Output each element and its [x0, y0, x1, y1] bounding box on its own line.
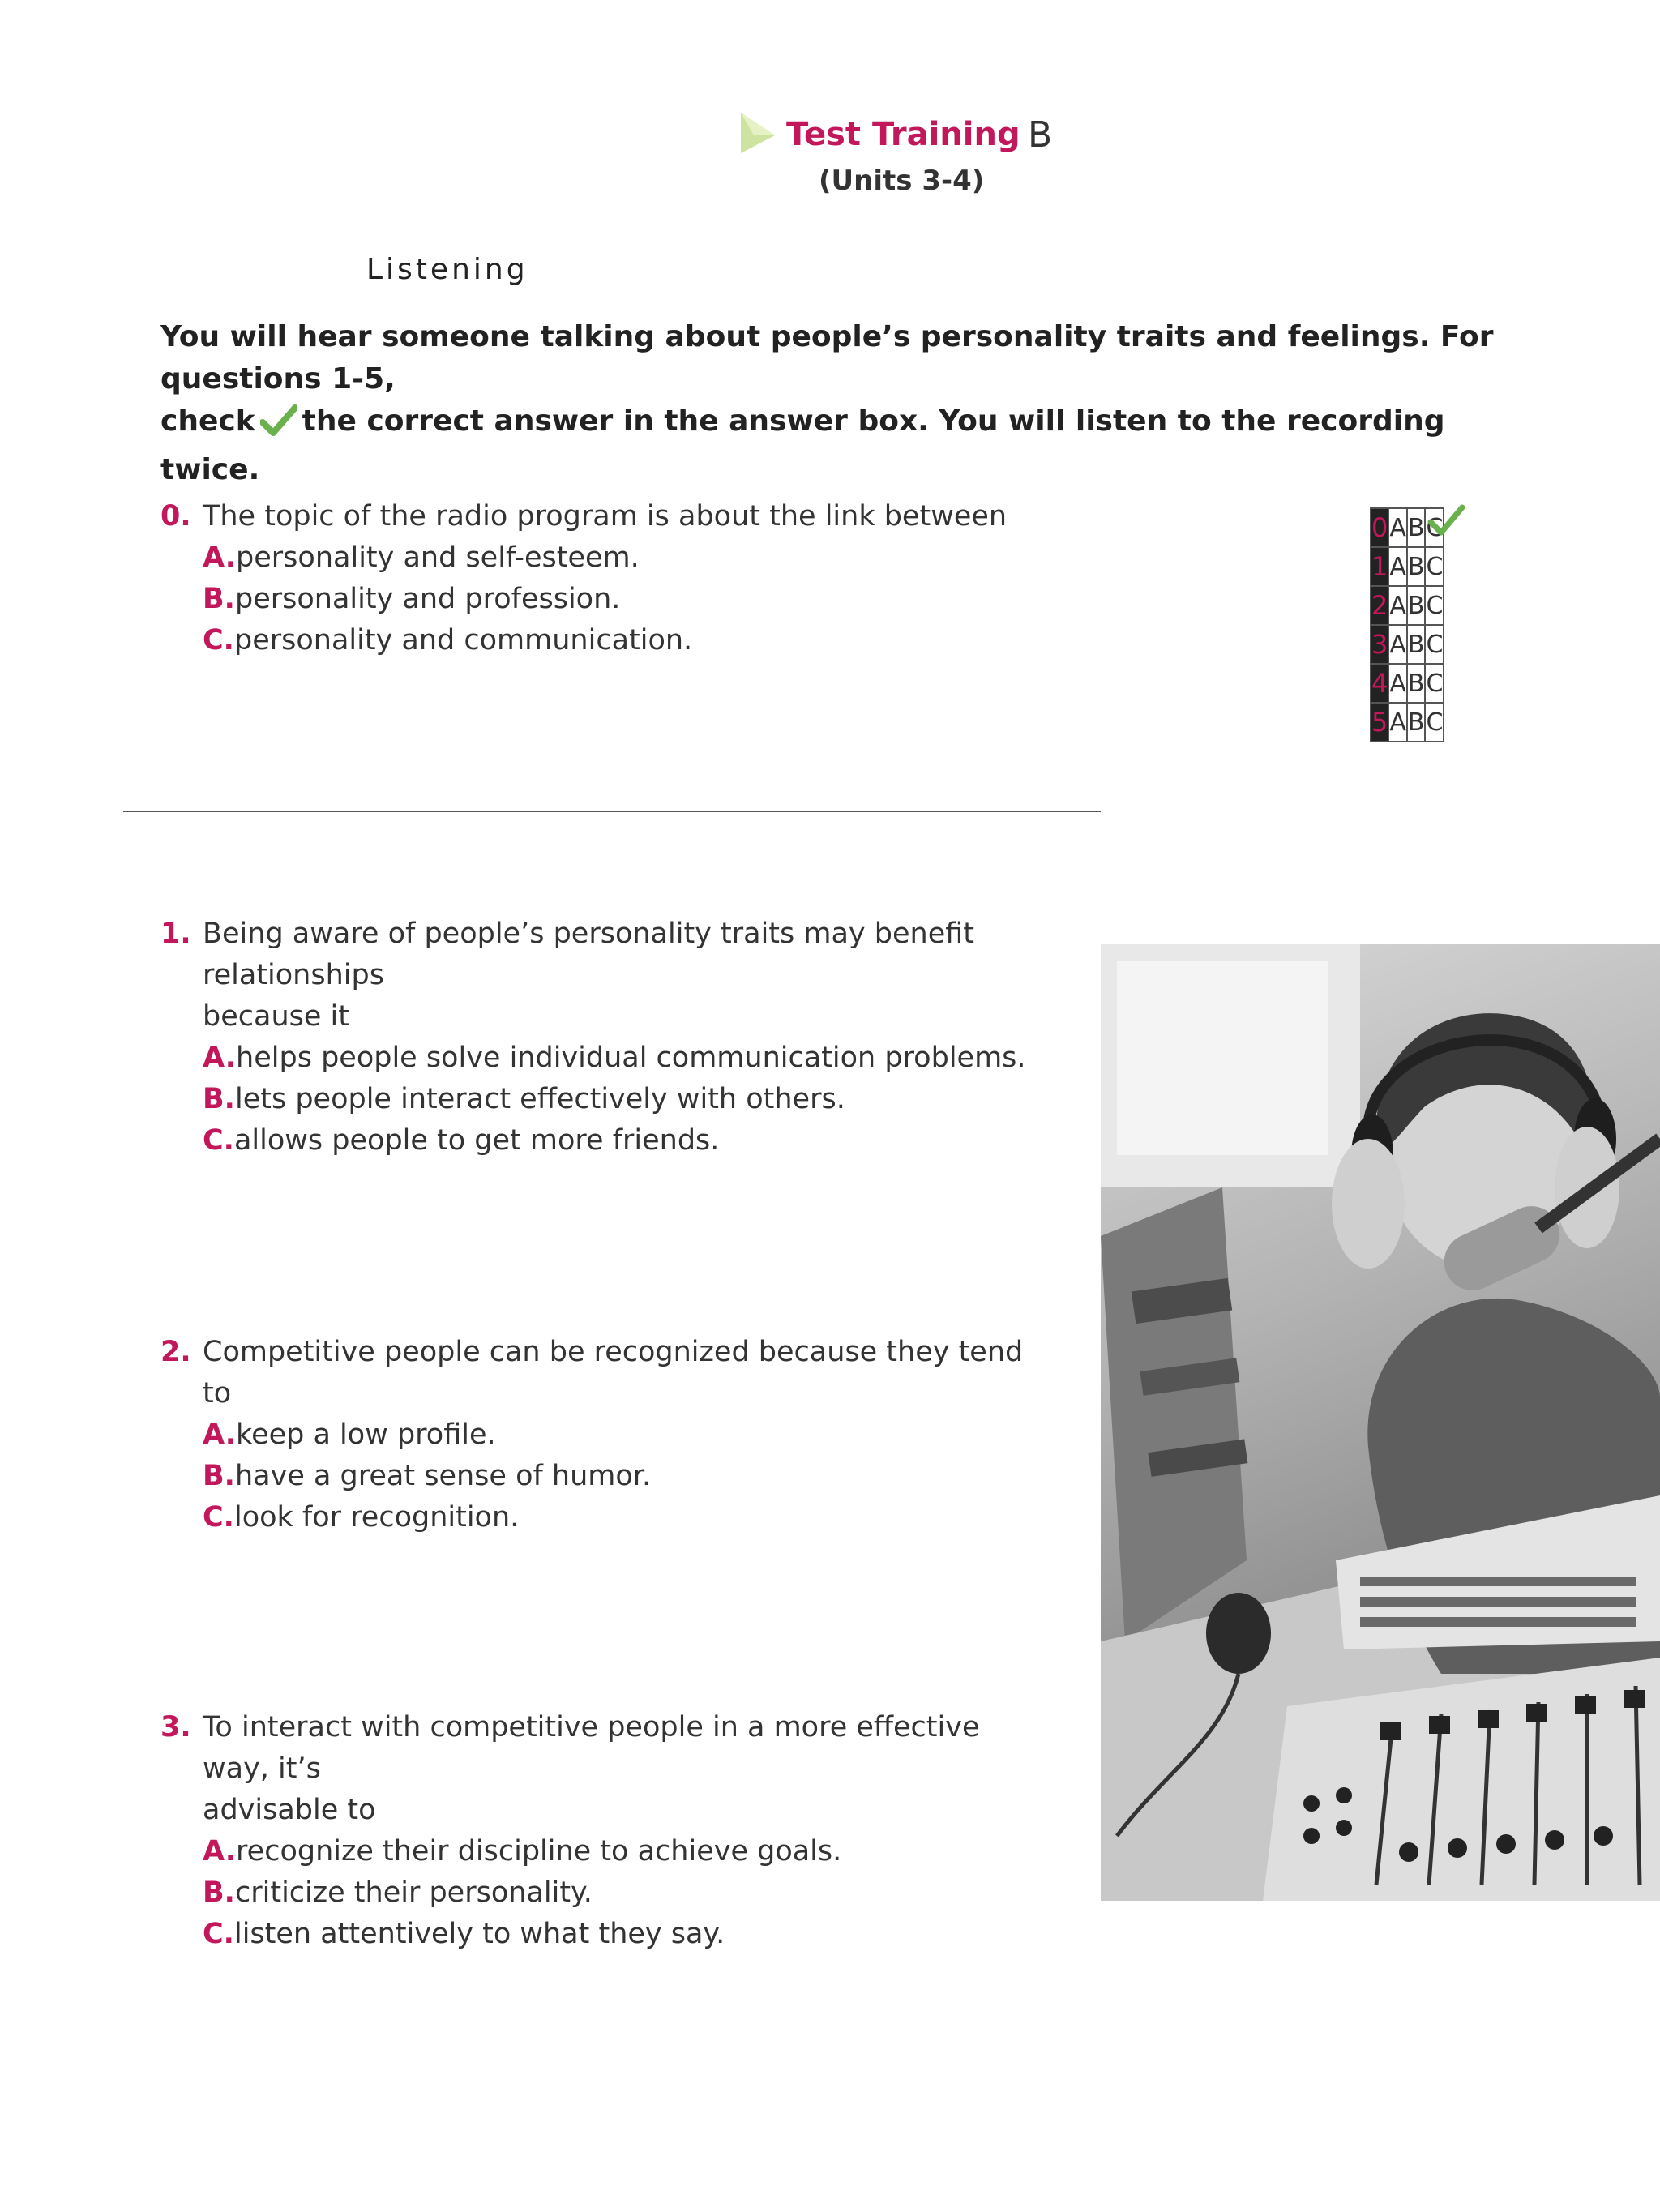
option-b: B.personality and profession.	[203, 583, 621, 615]
question-2	[160, 1332, 1052, 1538]
choice-a[interactable]: A	[1388, 625, 1407, 664]
answer-grid	[1370, 507, 1444, 742]
question-stem: To interact with competitive people in a more effective way, it’s	[203, 1711, 980, 1785]
choice-b[interactable]: B	[1407, 508, 1426, 547]
choice-c[interactable]: C	[1425, 703, 1444, 742]
option-a: A.personality and self-esteem.	[203, 541, 640, 574]
answer-row: 1 A B C	[1371, 547, 1444, 586]
choice-b[interactable]: B	[1407, 625, 1426, 664]
option-b: B.criticize their personality.	[203, 1876, 593, 1909]
choice-a[interactable]: A	[1388, 703, 1407, 742]
question-number: 2.	[160, 1336, 191, 1368]
choice-c[interactable]: C	[1425, 664, 1444, 703]
option-a: A.recognize their discipline to achieve goals.	[203, 1835, 842, 1868]
choice-a[interactable]: A	[1388, 508, 1407, 547]
question-1	[160, 913, 1052, 1162]
choice-c[interactable]: C	[1425, 547, 1444, 586]
test-letter: B	[1028, 114, 1053, 156]
answer-row: 3 A B C	[1371, 625, 1444, 664]
question-stem: The topic of the radio program is about the link between	[203, 500, 1008, 533]
question-stem: Being aware of people’s personality traits may benefit relationships	[203, 918, 974, 991]
photo-illustration	[1101, 944, 1660, 1901]
answer-row: 2 A B C	[1371, 586, 1444, 625]
answer-row: 4 A B C	[1371, 664, 1444, 703]
triangle-icon	[738, 111, 777, 155]
answer-row: 0 A B C	[1371, 508, 1444, 547]
question-0	[160, 496, 1052, 661]
question-3	[160, 1707, 1052, 1955]
radio-presenter-photo	[1101, 944, 1660, 1901]
page-header	[738, 109, 1078, 207]
option-a: A.keep a low profile.	[203, 1418, 496, 1451]
checkmark-icon	[1427, 503, 1465, 538]
choice-a[interactable]: A	[1388, 586, 1407, 625]
option-c: C.listen attentively to what they say.	[203, 1918, 725, 1950]
option-c: C.look for recognition.	[203, 1501, 520, 1534]
choice-a[interactable]: A	[1388, 547, 1407, 586]
question-number: 0.	[160, 500, 191, 533]
answer-row: 5 A B C	[1371, 703, 1444, 742]
section-divider	[123, 811, 1101, 812]
choice-c[interactable]: C	[1425, 625, 1444, 664]
choice-c[interactable]: C	[1425, 586, 1444, 625]
instructions-line-2: check the correct answer in the answer box. You will listen to the recording twice.	[160, 404, 1445, 486]
page-title: Test Training	[786, 116, 1020, 153]
choice-b[interactable]: B	[1407, 703, 1426, 742]
question-stem-cont: advisable to	[203, 1794, 376, 1826]
choice-b[interactable]: B	[1407, 664, 1426, 703]
section-heading: Listening	[366, 253, 528, 286]
instructions	[160, 316, 1538, 491]
choice-b[interactable]: B	[1407, 586, 1426, 625]
choice-c[interactable]: C	[1425, 508, 1444, 547]
choice-a[interactable]: A	[1388, 664, 1407, 703]
instructions-line-1: You will hear someone talking about people’s personality traits and feelings. For questions 1-5,	[160, 320, 1494, 396]
choice-b[interactable]: B	[1407, 547, 1426, 586]
option-b: B.lets people interact effectively with others.	[203, 1083, 845, 1115]
checkmark-icon	[260, 404, 297, 449]
option-c: C.personality and communication.	[203, 624, 693, 657]
question-stem: Competitive people can be recognized because they tend to	[203, 1336, 1024, 1410]
option-a: A.helps people solve individual communication problems.	[203, 1042, 1026, 1074]
units-label: (Units 3-4)	[819, 165, 985, 197]
option-b: B.have a great sense of humor.	[203, 1460, 652, 1492]
option-c: C.allows people to get more friends.	[203, 1124, 720, 1157]
question-stem-cont: because it	[203, 1000, 349, 1033]
question-number: 1.	[160, 918, 191, 950]
question-number: 3.	[160, 1711, 191, 1744]
